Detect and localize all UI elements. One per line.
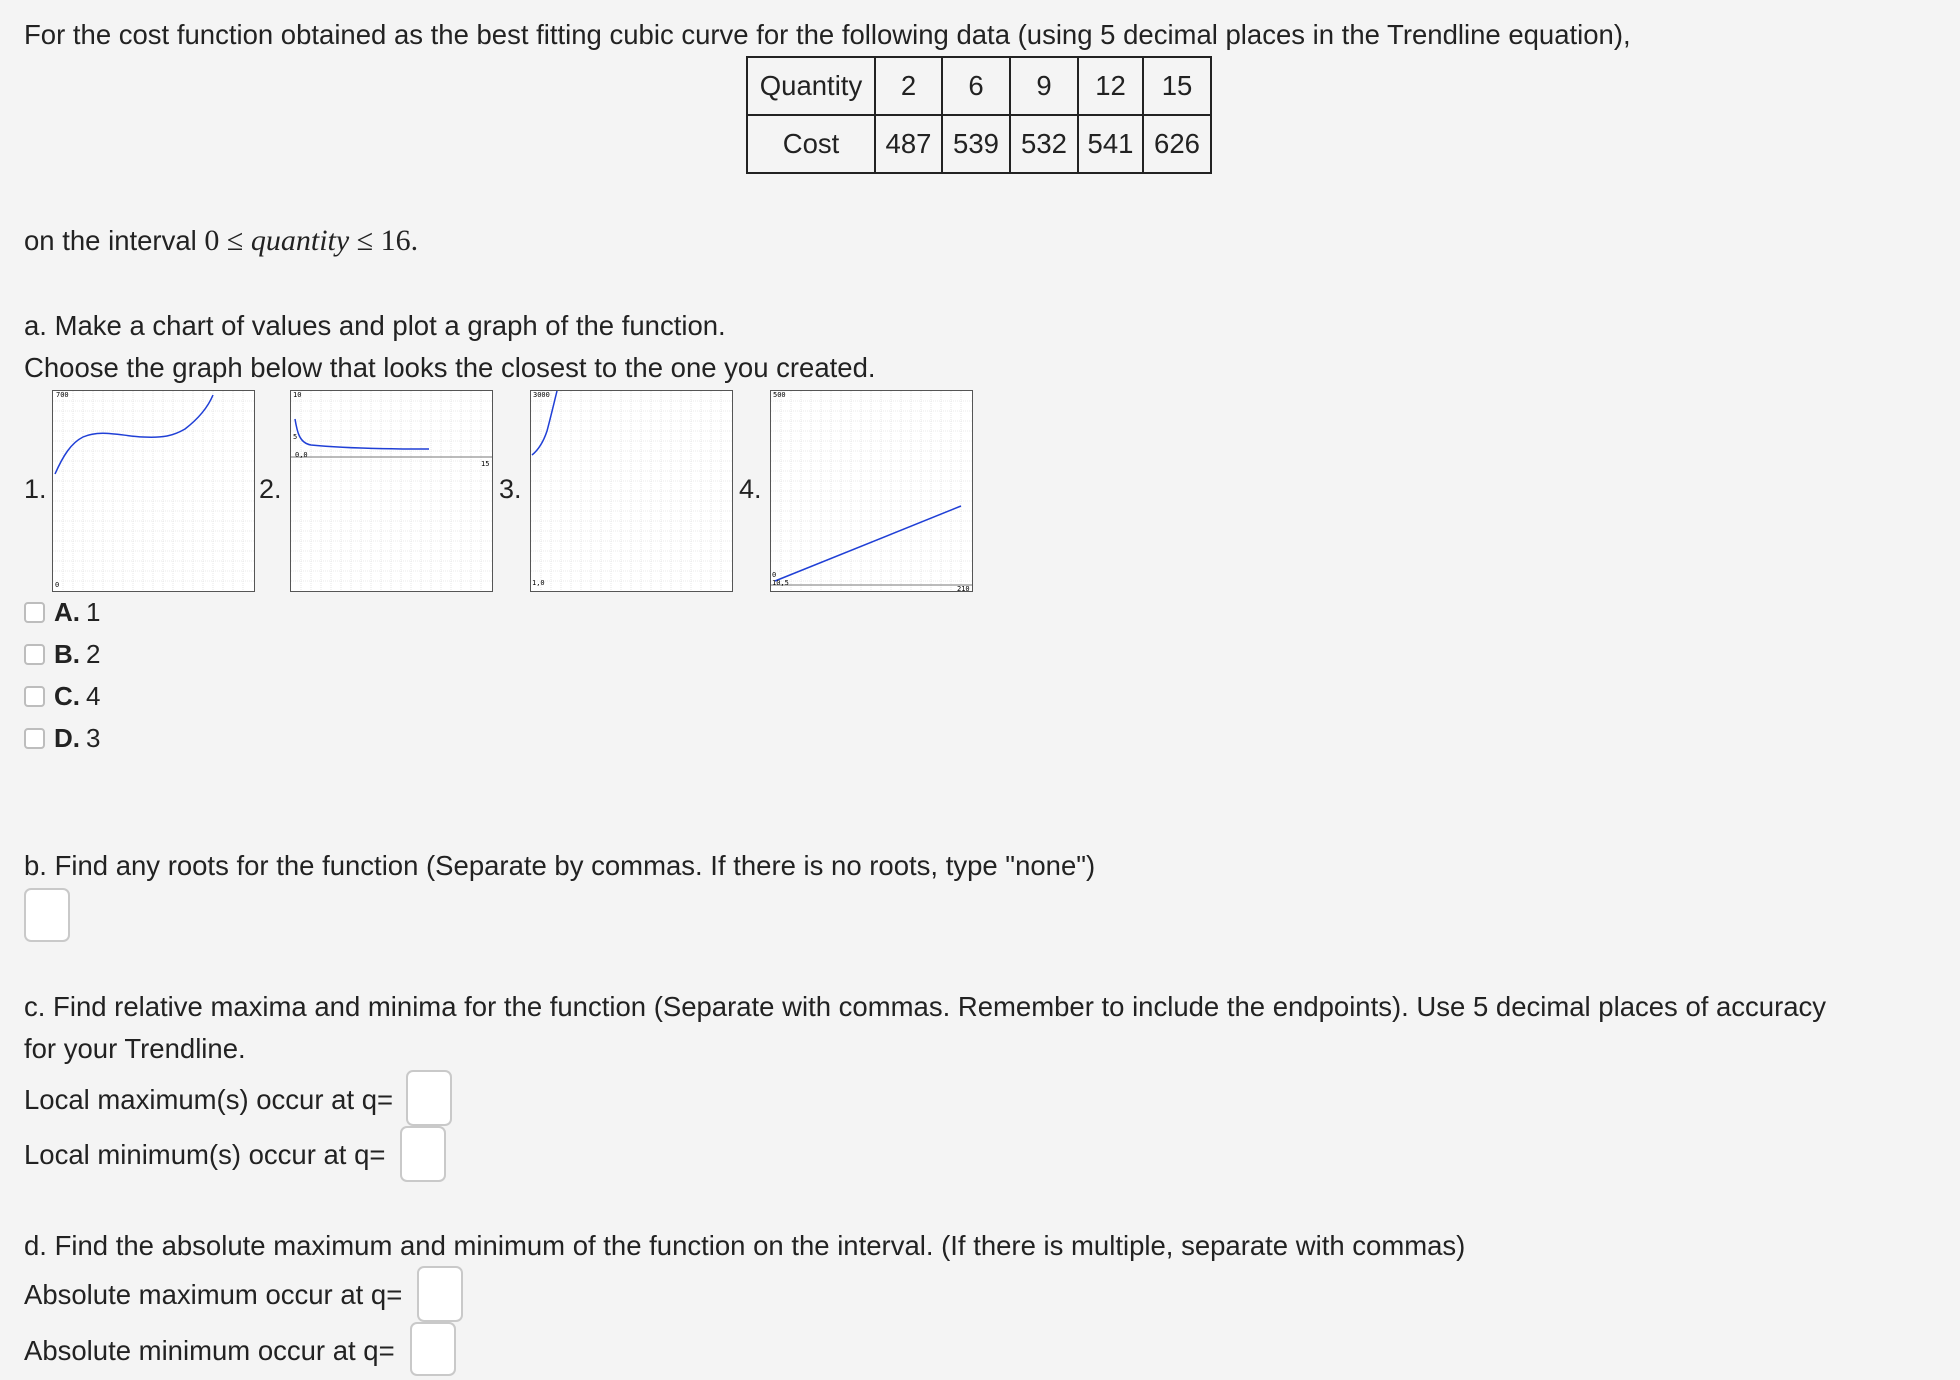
part-d-prompt: d. Find the absolute maximum and minimum of the function on the interval. (If there is multiple, separate with commas) [24, 1230, 1466, 1261]
option-value: 4 [86, 680, 101, 711]
grid-lines [53, 391, 254, 591]
option-letter: D. [54, 722, 80, 753]
interval-prefix: on the interval [24, 225, 197, 256]
option-b[interactable] [24, 639, 100, 669]
le-symbol: ≤ [226, 224, 244, 257]
local-min-label: Local minimum(s) occur at q= [24, 1139, 386, 1170]
table-row-label: Quantity [747, 57, 875, 115]
option-letter: A. [54, 596, 80, 627]
checkbox[interactable] [24, 602, 45, 623]
abs-min-label: Absolute minimum occur at q= [24, 1335, 395, 1366]
graph-2-plot [291, 391, 492, 591]
local-min-input[interactable] [400, 1126, 446, 1182]
graph-number: 4. [739, 474, 762, 504]
option-value: 2 [86, 638, 101, 669]
graph-1-plot [53, 391, 254, 591]
graph-number: 1. [24, 474, 47, 504]
axis-label-origin: 10,5 [772, 579, 789, 587]
graph-option-3 [530, 390, 733, 592]
table-row-cost [747, 115, 1211, 173]
table-cell: 2 [875, 57, 942, 115]
checkbox[interactable] [24, 644, 45, 665]
axis-label-ymax: 500 [773, 391, 786, 399]
interval-upper: 16. [380, 224, 419, 257]
axis-label-ymax: 3000 [533, 391, 550, 399]
axis-label-origin: 0 [55, 581, 60, 589]
curve-line [295, 419, 429, 449]
checkbox[interactable] [24, 686, 45, 707]
table-cell: 15 [1143, 57, 1211, 115]
interval-math [204, 224, 418, 257]
part-c-line2: for your Trendline. [24, 1033, 246, 1064]
option-value: 3 [86, 722, 101, 753]
curve-line [775, 506, 961, 581]
curve-line [55, 395, 213, 474]
table-cell: 12 [1078, 57, 1143, 115]
option-letter: C. [54, 680, 80, 711]
table-row-quantity [747, 57, 1211, 115]
option-value: 1 [86, 596, 101, 627]
local-max-input[interactable] [406, 1070, 452, 1126]
graph-number: 3. [499, 474, 522, 504]
part-a-line1: a. Make a chart of values and plot a graph of the function. [24, 310, 726, 341]
abs-max-input[interactable] [417, 1266, 463, 1322]
graph-option-4 [770, 390, 973, 592]
table-cell: 541 [1078, 115, 1143, 173]
table-cell: 539 [942, 115, 1010, 173]
axis-label-xmax: 210 [957, 585, 970, 591]
graph-option-2 [290, 390, 493, 592]
option-c[interactable] [24, 681, 100, 711]
option-d[interactable] [24, 723, 100, 753]
abs-max-label: Absolute maximum occur at q= [24, 1279, 403, 1310]
axis-label-ymax: 700 [56, 391, 69, 399]
table-cell: 626 [1143, 115, 1211, 173]
axis-label-origin: 0,0 [295, 451, 308, 459]
option-a[interactable] [24, 597, 100, 627]
part-b-prompt: b. Find any roots for the function (Separate by commas. If there is no roots, type "none") [24, 850, 1096, 881]
table-cell: 487 [875, 115, 942, 173]
graph-option-1 [52, 390, 255, 592]
grid-lines [291, 391, 492, 591]
question-intro: For the cost function obtained as the best fitting cubic curve for the following data (using 5 decimal places in the Trendline equation), [24, 19, 1631, 50]
option-letter: B. [54, 638, 80, 669]
le-symbol: ≤ [356, 224, 374, 257]
interval-lower: 0 [204, 224, 220, 257]
checkbox[interactable] [24, 728, 45, 749]
part-c-line1: c. Find relative maxima and minima for the function (Separate with commas. Remember to include the endpoints). Use 5 decimal places of accuracy [24, 991, 1827, 1022]
table-cell: 6 [942, 57, 1010, 115]
graph-4-plot [771, 391, 972, 591]
axis-label-ymax: 10 [293, 391, 302, 399]
axis-label-xmax: 15 [481, 460, 490, 468]
part-a-line2: Choose the graph below that looks the closest to the one you created. [24, 352, 876, 383]
axis-label-ymid: 5 [293, 433, 298, 441]
interval-statement [24, 224, 418, 258]
grid-lines [771, 391, 972, 591]
curve-line [532, 391, 557, 455]
graph-number: 2. [259, 474, 282, 504]
table-cell: 532 [1010, 115, 1078, 173]
table-row-label: Cost [747, 115, 875, 173]
interval-variable: quantity [250, 224, 350, 257]
abs-min-input[interactable] [410, 1322, 456, 1376]
table-cell: 9 [1010, 57, 1078, 115]
graph-3-plot [531, 391, 732, 591]
data-table [746, 56, 1212, 174]
local-max-label: Local maximum(s) occur at q= [24, 1084, 394, 1115]
roots-input[interactable] [24, 888, 70, 942]
grid-lines [531, 391, 732, 591]
axis-label-origin: 1,0 [532, 579, 545, 587]
axis-label-ymin: 0 [772, 571, 777, 579]
